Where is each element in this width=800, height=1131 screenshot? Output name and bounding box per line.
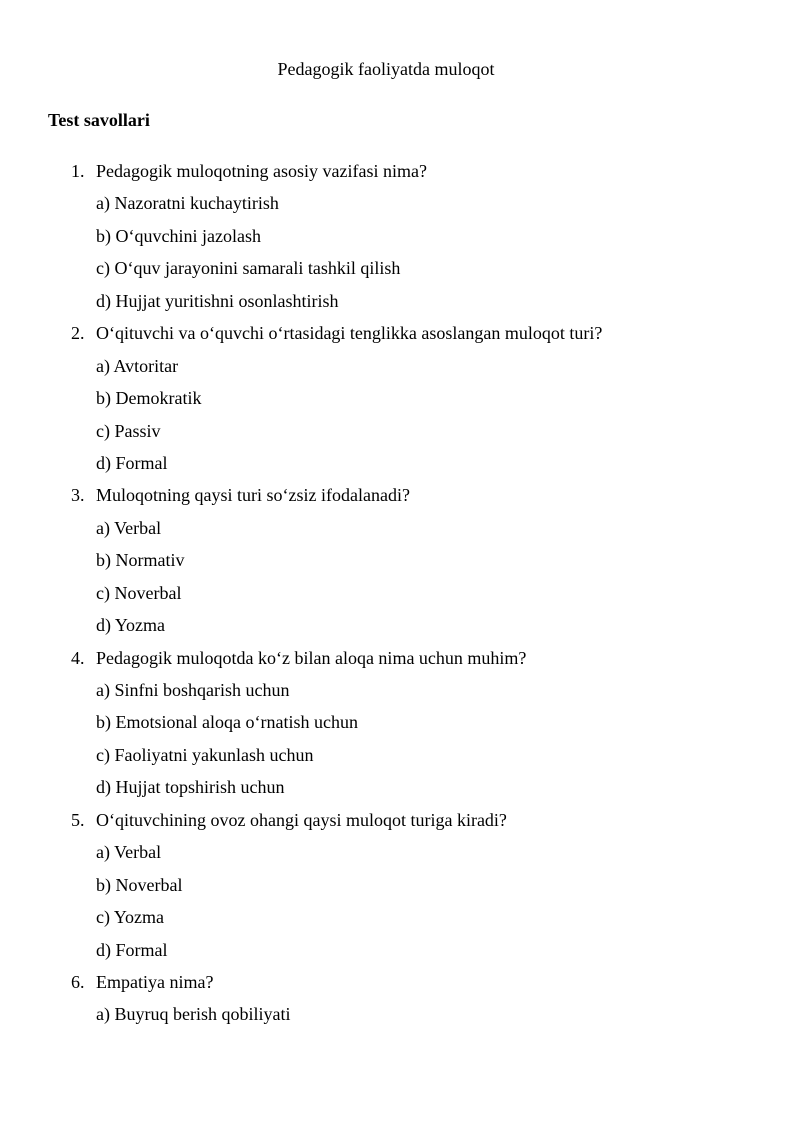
section-heading: Test savollari [48,110,150,130]
answer-option-text: d) Yozma [96,615,166,636]
answer-option-text: a) Nazoratni kuchaytirish [96,193,279,214]
answer-option [0,385,800,417]
question-item [0,969,800,1001]
answer-option [0,709,800,741]
question-number: 5. [71,809,85,830]
answer-option [0,288,800,320]
answer-option-text: b) Demokratik [96,388,202,409]
answer-option-text: c) Passiv [96,420,161,441]
question-number: 6. [71,971,85,992]
answer-option [0,872,800,904]
answer-option-text: c) Faoliyatni yakunlash uchun [96,744,314,765]
answer-option-text: b) Noverbal [96,874,183,895]
question-number: 4. [71,647,85,668]
answer-option [0,547,800,579]
answer-option-text: d) Hujjat topshirish uchun [96,777,285,798]
answer-option-text: c) Noverbal [96,582,182,603]
answer-option [0,223,800,255]
answer-option [0,418,800,450]
question-item [0,482,800,514]
document-title: Pedagogik faoliyatda muloqot [277,59,495,79]
answer-option-text: c) Yozma [96,907,164,928]
answer-option-text: a) Verbal [96,842,162,863]
question-item [0,320,800,352]
question-list [0,158,800,1034]
answer-option-text: d) Hujjat yuritishni osonlashtirish [96,290,339,311]
answer-option [0,774,800,806]
answer-option-text: c) O‘quv jarayonini samarali tashkil qilish [96,258,401,279]
answer-option [0,255,800,287]
answer-option-text: d) Formal [96,452,168,473]
question-item [0,807,800,839]
answer-option-text: a) Buyruq berish qobiliyati [96,1004,291,1025]
answer-option [0,515,800,547]
answer-option [0,353,800,385]
answer-option [0,612,800,644]
answer-option [0,839,800,871]
question-text: O‘qituvchining ovoz ohangi qaysi muloqot turiga kiradi? [96,809,507,830]
answer-option-text: b) Normativ [96,550,185,571]
answer-option-text: a) Sinfni boshqarish uchun [96,680,290,700]
answer-option [0,450,800,482]
answer-option [0,742,800,774]
question-text: Pedagogik muloqotda ko‘z bilan aloqa nima uchun muhim? [96,647,527,668]
question-item [0,158,800,190]
answer-option [0,190,800,222]
answer-option-text: a) Verbal [96,517,162,538]
question-text: Empatiya nima? [96,971,214,992]
answer-option [0,937,800,969]
answer-option [0,904,800,936]
answer-option-text: d) Formal [96,939,168,960]
answer-option-text: b) Emotsional aloqa o‘rnatish uchun [96,712,358,733]
question-number: 2. [71,323,85,344]
question-item [0,645,800,677]
answer-option [0,1001,800,1033]
answer-option [0,580,800,612]
question-number: 3. [71,485,85,506]
answer-option-text: a) Avtoritar [96,355,179,376]
question-text: Pedagogik muloqotning asosiy vazifasi nima? [96,161,427,181]
question-text: Muloqotning qaysi turi so‘zsiz ifodalanadi? [96,485,410,506]
answer-option [0,677,800,709]
question-number: 1. [71,161,85,181]
question-text: O‘qituvchi va o‘quvchi o‘rtasidagi tenglikka asoslangan muloqot turi? [96,323,603,344]
answer-option-text: b) O‘quvchini jazolash [96,225,261,246]
